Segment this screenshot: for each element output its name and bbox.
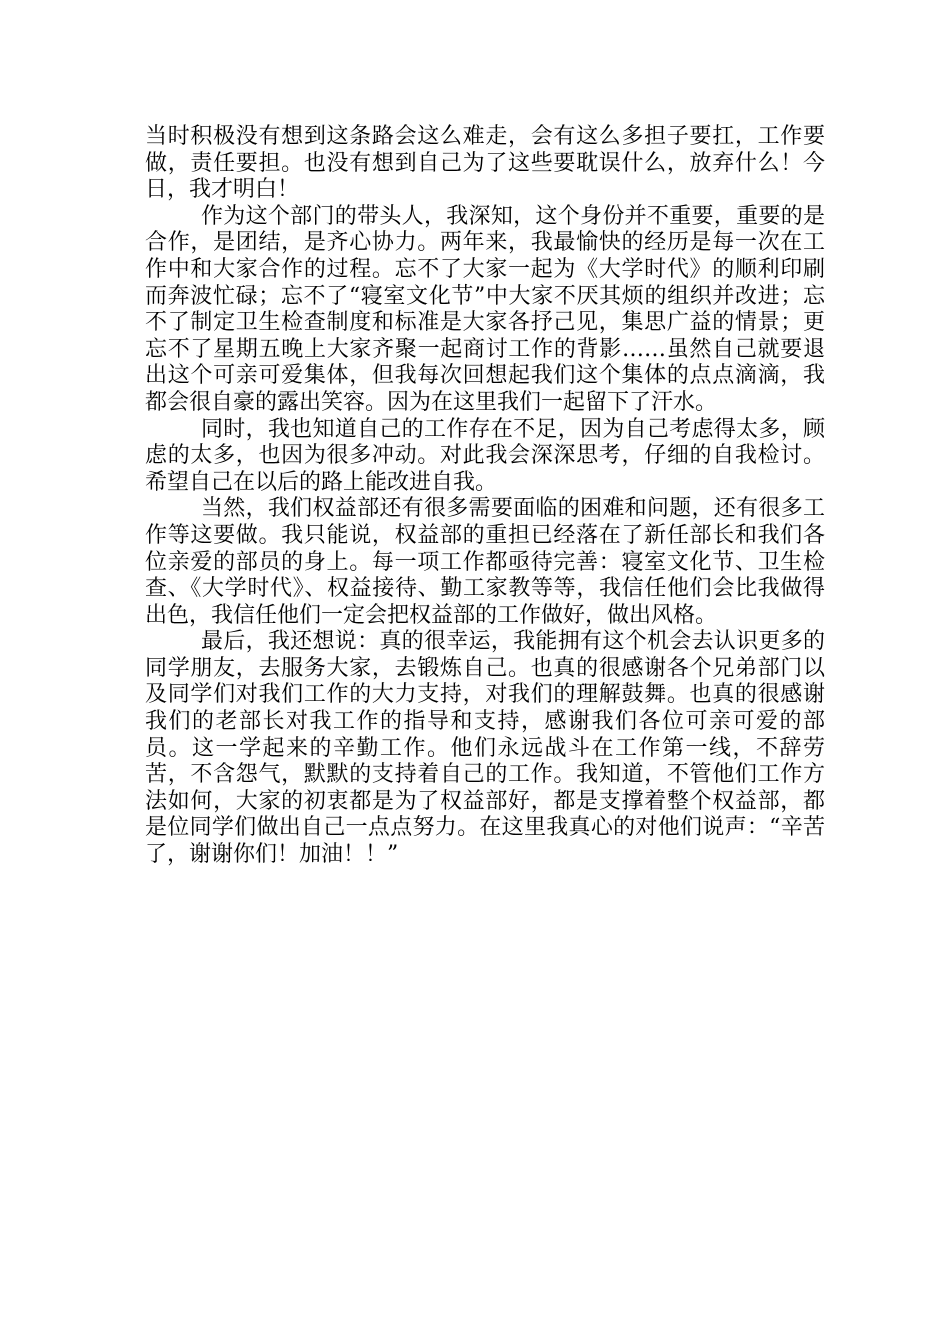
paragraph-3: 同时，我也知道自己的工作存在不足，因为自己考虑得太多，顾虑的太多，也因为很多冲动。对此我会深深思考，仔细的自我检讨。希望自己在以后的路上能改进自我。 [145,416,825,495]
paragraph-1: 当时积极没有想到这条路会这么难走，会有这么多担子要扛，工作要做，责任要担。也没有想到自己为了这些要耽误什么，放弃什么！今日，我才明白！ [145,124,825,203]
paragraph-2: 作为这个部门的带头人，我深知，这个身份并不重要，重要的是合作，是团结，是齐心协力。两年来，我最愉快的经历是每一次在工作中和大家合作的过程。忘不了大家一起为《大学时代》的顺利印刷而奔波忙碌；忘不了“寝室文化节”中大家不厌其烦的组织并改进；忘不了制定卫生检查制度和标准是大家各抒己见，集思广益的情景；更忘不了星期五晚上大家齐聚一起商讨工作的背影……虽然自己就要退出这个可亲可爱集体，但我每次回想起我们这个集体的点点滴滴，我都会很自豪的露出笑容。因为在这里我们一起留下了汗水。 [145,203,825,415]
paragraph-5: 最后，我还想说：真的很幸运，我能拥有这个机会去认识更多的同学朋友，去服务大家，去锻炼自己。也真的很感谢各个兄弟部门以及同学们对我们工作的大力支持，对我们的理解鼓舞。也真的很感谢我们的老部长对我工作的指导和支持，感谢我们各位可亲可爱的部员。这一学起来的辛勤工作。他们永远战斗在工作第一线，不辞劳苦，不含怨气，默默的支持着自己的工作。我知道，不管他们工作方法如何，大家的初衷都是为了权益部好，都是支撑着整个权益部，都是位同学们做出自己一点点努力。在这里我真心的对他们说声：“辛苦了，谢谢你们！加油！！” [145,629,825,868]
paragraph-4: 当然，我们权益部还有很多需要面临的困难和问题，还有很多工作等这要做。我只能说，权益部的重担已经落在了新任部长和我们各位亲爱的部员的身上。每一项工作都亟待完善：寝室文化节、卫生检查、《大学时代》、权益接待、勤工家教等等，我信任他们会比我做得出色，我信任他们一定会把权益部的工作做好，做出风格。 [145,496,825,628]
document-body [145,124,825,869]
